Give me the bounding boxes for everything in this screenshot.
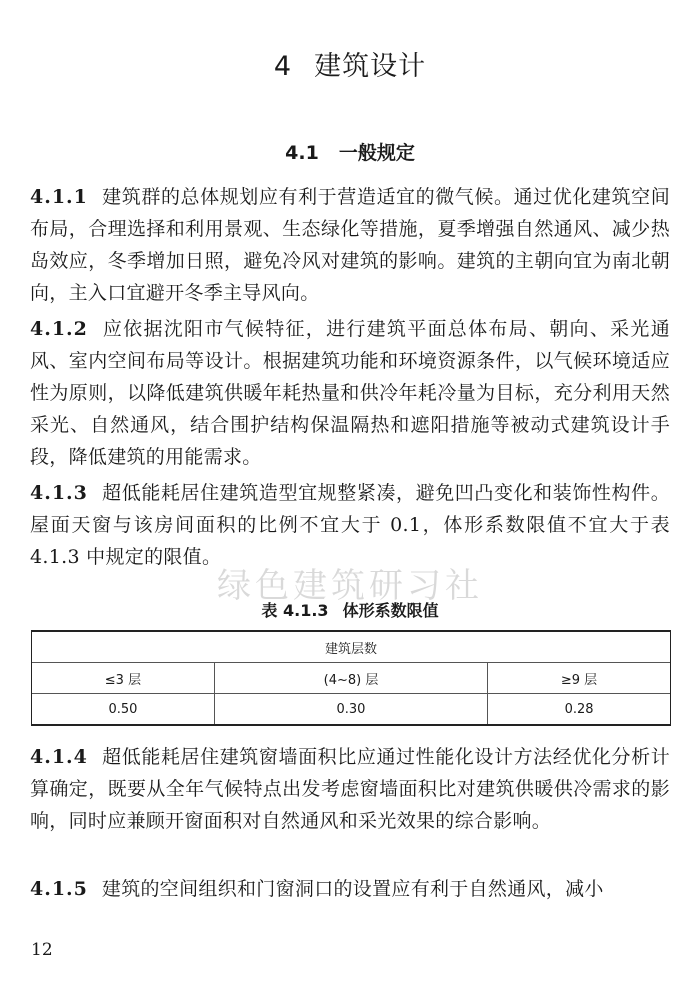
section-number: 4.1	[285, 142, 319, 164]
table-number: 表 4.1.3	[261, 601, 329, 620]
table-name: 体形系数限值	[342, 601, 439, 620]
page-number: 12	[31, 940, 53, 960]
watermark: 绿色建筑研习社	[217, 566, 483, 606]
clause-number: 4.1.1	[30, 186, 88, 208]
clause-text: 建筑的空间组织和门窗洞口的设置应有利于自然通风，减小	[101, 878, 604, 900]
table-column-label: (4~8) 层	[214, 663, 487, 694]
clause-number: 4.1.2	[30, 318, 88, 340]
clause-text: 建筑群的总体规划应有利于营造适宜的微气候。通过优化建筑空间布局，合理选择和利用景观、生态绿化等措施，夏季增强自然通风、减少热岛效应，冬季增加日照，避免冷风对建筑的影响。建筑的主朝向宜为南北朝向，主入口宜避开冬季主导风向。	[30, 186, 670, 304]
clause-4-1-5	[30, 873, 670, 905]
table-column-label: ≤3 层	[32, 663, 215, 694]
clause-text: 应依据沈阳市气候特征，进行建筑平面总体布局、朝向、采光通风、室内空间布局等设计。根据建筑功能和环境资源条件，以气候环境适应性为原则，以降低建筑供暖年耗热量和供冷年耗冷量为目标，充分利用天然采光、自然通风，结合围护结构保温隔热和遮阳措施等被动式建筑设计手段，降低建筑的用能需求。	[30, 318, 670, 468]
clause-4-1-2	[30, 313, 670, 473]
clause-number: 4.1.4	[30, 746, 88, 768]
table-value-cell: 0.28	[488, 694, 671, 726]
section-name: 一般规定	[338, 142, 415, 164]
clause-text: 超低能耗居住建筑窗墙面积比应通过性能化设计方法经优化分析计算确定，既要从全年气候特点出发考虑窗墙面积比对建筑供暖供冷需求的影响，同时应兼顾开窗面积对自然通风和采光效果的综合影响。	[30, 746, 670, 832]
table-row	[32, 663, 671, 694]
table-value-cell: 0.50	[32, 694, 215, 726]
table-value-cell: 0.30	[214, 694, 487, 726]
table-column-label: ≥9 层	[488, 663, 671, 694]
clause-text: 超低能耗居住建筑造型宜规整紧凑，避免凹凸变化和装饰性构件。屋面天窗与该房间面积的比例不宜大于 0.1，体形系数限值不宜大于表 4.1.3 中规定的限值。	[30, 482, 670, 568]
clause-4-1-4	[30, 741, 670, 837]
table-header-row	[32, 631, 671, 663]
table-caption	[0, 598, 700, 621]
table-row	[32, 694, 671, 726]
clause-number: 4.1.3	[30, 482, 88, 504]
chapter-number: 4	[273, 51, 293, 82]
table-header-cell: 建筑层数	[32, 631, 671, 663]
clause-4-1-1	[30, 181, 670, 309]
shape-coefficient-table	[31, 630, 671, 726]
chapter-title	[0, 44, 700, 83]
chapter-name: 建筑设计	[314, 51, 427, 82]
clause-number: 4.1.5	[30, 878, 88, 900]
section-title	[0, 138, 700, 165]
